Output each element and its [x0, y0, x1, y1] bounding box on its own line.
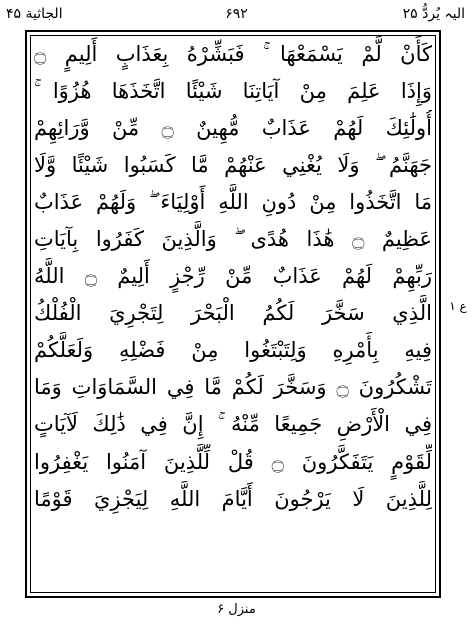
text-line-3: أُولَٰئِكَ لَهُمْ عَذَابٌ مُّهِينٌ ۝ مِّنْ وَّرَائِهِمْ: [34, 116, 432, 141]
quran-text-block: [34, 36, 432, 592]
page-number: ۶۹۲: [225, 6, 248, 22]
ruku-margin-marker: ع ۱: [449, 299, 467, 313]
surah-name-header: الجاثية ۴۵: [6, 6, 63, 22]
text-line-6: عَظِيمٌ ۝ هَٰذَا هُدًى ۖ وَالَّذِينَ كَفَرُوا بِآيَاتِ: [34, 227, 432, 252]
text-line-7: رَبِّهِمْ لَهُمْ عَذَابٌ مِّنْ رِّجْزٍ أَلِيمٌ ۝ اللَّهُ: [34, 264, 432, 289]
text-line-12: لِّقَوْمٍ يَتَفَكَّرُونَ ۝ قُلْ لِّلَّذِينَ آمَنُوا يَغْفِرُوا: [34, 449, 432, 474]
text-line-10: تَشْكُرُونَ ۝ وَسَخَّرَ لَكُمْ مَّا فِي السَّمَاوَاتِ وَمَا: [34, 375, 432, 400]
manzil-footer: منزل ۶: [217, 602, 256, 617]
text-line-5: مَا اتَّخَذُوا مِنْ دُونِ اللَّهِ أَوْلِيَاءَ ۖ وَلَهُمْ عَذَابٌ: [34, 190, 432, 215]
text-line-4: جَهَنَّمُ ۖ وَلَا يُغْنِي عَنْهُمْ مَّا كَسَبُوا شَيْئًا وَّلَا: [34, 153, 432, 178]
text-line-9: فِيهِ بِأَمْرِهِ وَلِتَبْتَغُوا مِنْ فَضْلِهِ وَلَعَلَّكُمْ: [34, 338, 432, 363]
juz-name-header: الیہ یُردُّ ۲۵: [402, 6, 465, 22]
text-line-13: لِلَّذِينَ لَا يَرْجُونَ أَيَّامَ اللَّهِ لِيَجْزِيَ قَوْمًا: [34, 486, 432, 511]
text-line-1: كَأَنْ لَّمْ يَسْمَعْهَا ۚ فَبَشِّرْهُ بِعَذَابٍ أَلِيمٍ ۝: [34, 42, 432, 66]
text-line-8: الَّذِي سَخَّرَ لَكُمُ الْبَحْرَ لِتَجْرِيَ الْفُلْكُ: [34, 301, 432, 326]
text-line-11: فِي الْأَرْضِ جَمِيعًا مِّنْهُ ۚ إِنَّ فِي ذَٰلِكَ لَآيَاتٍ: [34, 412, 432, 437]
text-line-2: وَإِذَا عَلِمَ مِنْ آيَاتِنَا شَيْئًا اتَّخَذَهَا هُزُوًا ۚ: [34, 79, 432, 104]
